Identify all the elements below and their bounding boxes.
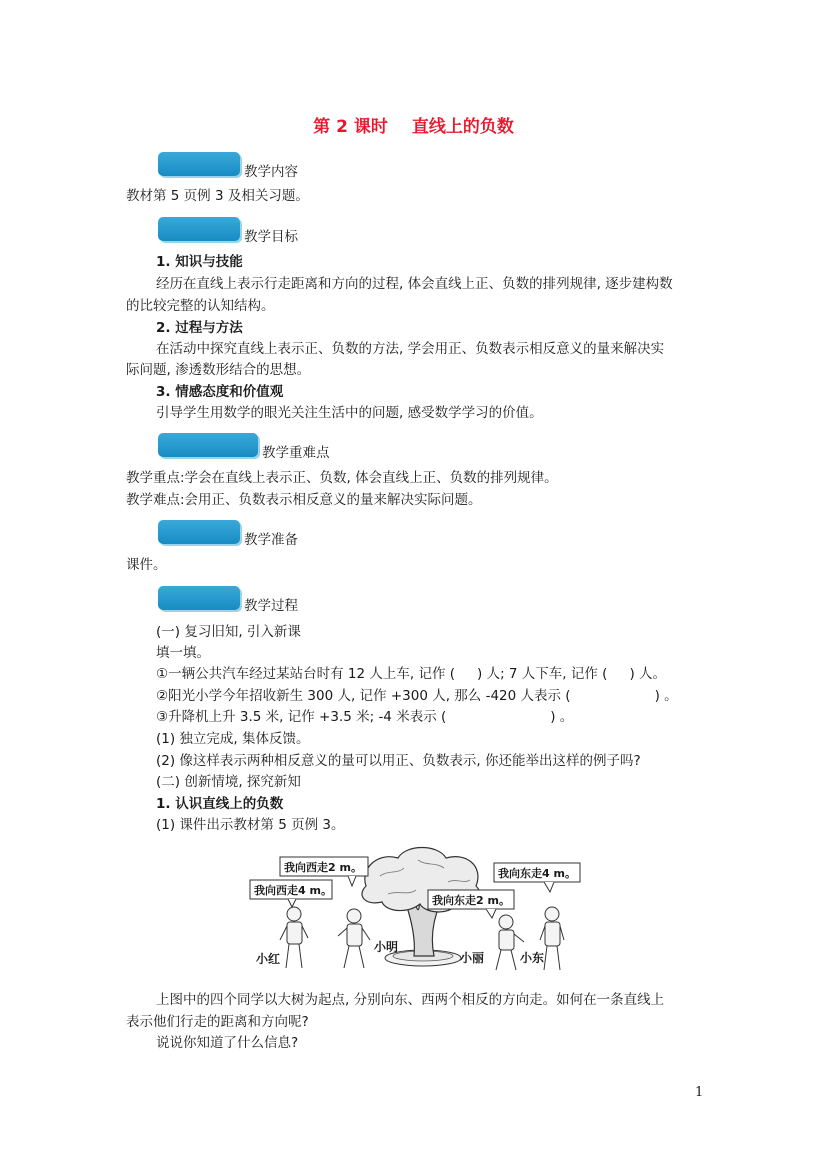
section-tab	[158, 433, 258, 457]
question-1-part-c: ) 人。	[629, 666, 666, 682]
bubble-4-text: 我向东走4 m。	[498, 867, 576, 880]
lesson-number: 第 2 课时	[313, 117, 388, 137]
goal-3-line-1: 引导学生用数学的眼光关注生活中的问题, 感受数学学习的价值。	[156, 405, 543, 421]
section-tab	[158, 152, 240, 176]
section-label: 教学过程	[244, 598, 298, 614]
section-label: 教学准备	[244, 532, 298, 548]
goal-2-line-1: 在活动中探究直线上表示正、负数的方法, 学会用正、负数表示相反意义的量来解决实	[156, 341, 665, 357]
bubble-4	[494, 863, 580, 892]
bubble-2-text: 我向西走2 m。	[284, 861, 362, 874]
section-label: 教学重难点	[262, 445, 330, 461]
process-step-1: (一) 复习旧知, 引入新课	[156, 624, 301, 640]
name-label: 小东	[520, 951, 545, 965]
example-intro: (1) 课件出示教材第 5 页例 3。	[156, 817, 345, 833]
question-3-part-b: ) 。	[550, 709, 574, 725]
question-1-part-b: ) 人; 7 人下车, 记作 (	[477, 666, 608, 682]
child-figure	[280, 907, 308, 968]
question-3	[156, 707, 573, 727]
sub-step-1: (1) 独立完成, 集体反馈。	[156, 731, 310, 747]
process-step-2: (二) 创新情境, 探究新知	[156, 774, 301, 790]
goal-1-title: 1. 知识与技能	[156, 254, 243, 270]
after-line-2: 表示他们行走的距离和方向呢?	[126, 1014, 309, 1030]
keypoint-1: 教学重点:学会在直线上表示正、负数, 体会直线上正、负数的排列规律。	[126, 470, 558, 486]
fill-in-prompt: 填一填。	[156, 645, 210, 661]
prep-text: 课件。	[126, 557, 167, 573]
goal-2-line-2: 际问题, 渗透数形结合的思想。	[126, 362, 311, 378]
content-text: 教材第 5 页例 3 及相关习题。	[126, 188, 309, 204]
topic-title: 1. 认识直线上的负数	[156, 796, 284, 812]
question-3-part-a: ③升降机上升 3.5 米, 记作 +3.5 米; -4 米表示 (	[156, 709, 447, 725]
bubble-1	[250, 880, 332, 907]
question-2-part-b: ) 。	[654, 688, 678, 704]
after-line-1: 上图中的四个同学以大树为起点, 分别向东、西两个相反的方向走。如何在一条直线上	[156, 992, 665, 1008]
section-label: 教学目标	[244, 229, 298, 245]
section-label: 教学内容	[244, 164, 298, 180]
goal-3-title: 3. 情感态度和价值观	[156, 384, 284, 400]
section-tab	[158, 586, 240, 610]
goal-1-line-1: 经历在直线上表示行走距离和方向的过程, 体会直线上正、负数的排列规律, 逐步建构数	[156, 276, 673, 292]
child-figure	[338, 909, 370, 968]
after-line-3: 说说你知道了什么信息?	[156, 1035, 299, 1051]
question-2	[156, 686, 678, 706]
name-label: 小明	[374, 940, 399, 954]
section-tab	[158, 520, 240, 544]
goal-2-title: 2. 过程与方法	[156, 320, 243, 336]
question-2-part-a: ②阳光小学今年招收新生 300 人, 记作 +300 人, 那么 -420 人表示 (	[156, 688, 571, 704]
name-label: 小丽	[460, 951, 485, 965]
page-number: 1	[695, 1085, 704, 1100]
question-1-part-a: ①一辆公共汽车经过某站台时有 12 人上车, 记作 (	[156, 666, 456, 682]
name-label: 小红	[256, 952, 281, 966]
sub-step-2: (2) 像这样表示两种相反意义的量可以用正、负数表示, 你还能举出这样的例子吗?	[156, 753, 641, 769]
bubble-1-text: 我向西走4 m。	[254, 884, 332, 897]
keypoint-2: 教学难点:会用正、负数表示相反意义的量来解决实际问题。	[126, 492, 482, 508]
example-illustration	[248, 846, 584, 976]
bubble-3-text: 我向东走2 m。	[432, 894, 510, 907]
bubble-3	[428, 890, 514, 918]
question-1	[156, 664, 666, 684]
lesson-name: 直线上的负数	[411, 117, 514, 137]
goal-1-line-2: 的比较完整的认知结构。	[126, 298, 275, 314]
page-title	[0, 112, 827, 137]
section-tab	[158, 217, 240, 241]
